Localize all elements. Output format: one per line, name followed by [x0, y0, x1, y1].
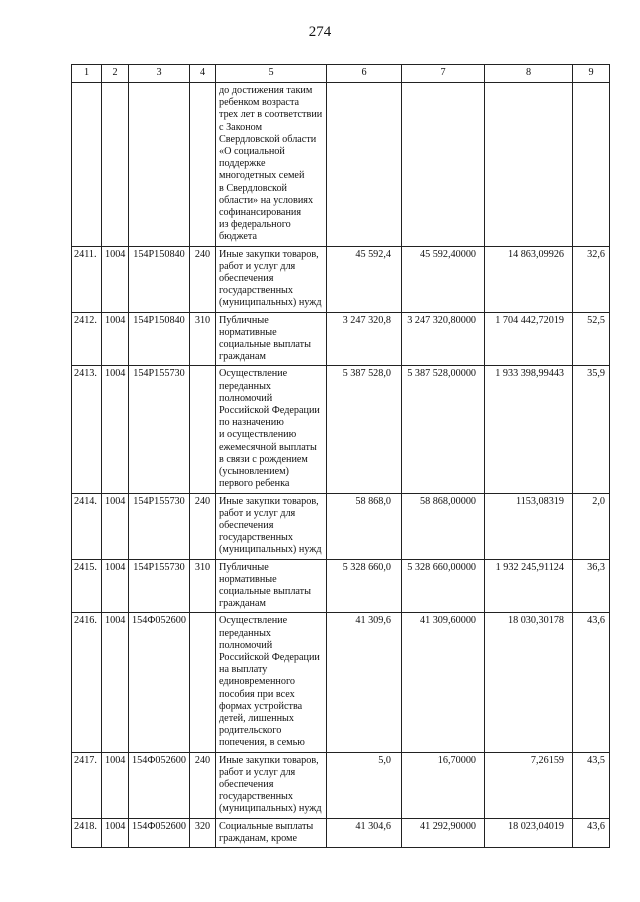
row-number: 2411. [72, 246, 102, 312]
approved-amount: 5 387 528,00000 [402, 366, 485, 493]
section-code: 1004 [102, 818, 129, 847]
execution-percent: 43,6 [573, 818, 610, 847]
executed-amount: 1 932 245,91124 [485, 559, 573, 613]
table-row [72, 559, 610, 613]
expense-type-code [190, 613, 216, 752]
row-number: 2418. [72, 818, 102, 847]
table-row [72, 366, 610, 493]
budget-table [71, 64, 610, 848]
table-row [72, 493, 610, 559]
item-description: Иные закупки товаров, работ и услуг для обеспечения государственных (муниципальных) нужд [216, 493, 327, 559]
target-article-code: 154P150840 [129, 312, 190, 366]
executed-amount: 1 933 398,99443 [485, 366, 573, 493]
planned-amount: 45 592,4 [327, 246, 402, 312]
header-cell: 8 [485, 65, 573, 83]
row-number: 2412. [72, 312, 102, 366]
executed-amount: 7,26159 [485, 752, 573, 818]
executed-amount: 18 030,30178 [485, 613, 573, 752]
executed-amount: 18 023,04019 [485, 818, 573, 847]
table-row [72, 83, 610, 247]
planned-amount: 5 328 660,0 [327, 559, 402, 613]
target-article-code: 154P155730 [129, 366, 190, 493]
section-code [102, 83, 129, 247]
planned-amount: 41 304,6 [327, 818, 402, 847]
row-number: 2415. [72, 559, 102, 613]
table-row [72, 613, 610, 752]
executed-amount: 1 704 442,72019 [485, 312, 573, 366]
planned-amount: 5,0 [327, 752, 402, 818]
target-article-code [129, 83, 190, 247]
expense-type-code: 310 [190, 559, 216, 613]
section-code: 1004 [102, 312, 129, 366]
target-article-code: 154P155730 [129, 559, 190, 613]
expense-type-code [190, 366, 216, 493]
row-number: 2417. [72, 752, 102, 818]
section-code: 1004 [102, 366, 129, 493]
approved-amount: 41 309,60000 [402, 613, 485, 752]
execution-percent: 43,5 [573, 752, 610, 818]
execution-percent: 52,5 [573, 312, 610, 366]
header-cell: 4 [190, 65, 216, 83]
table-row [72, 246, 610, 312]
header-cell: 6 [327, 65, 402, 83]
header-cell: 2 [102, 65, 129, 83]
approved-amount: 45 592,40000 [402, 246, 485, 312]
target-article-code: 154P150840 [129, 246, 190, 312]
expense-type-code [190, 83, 216, 247]
executed-amount: 1153,08319 [485, 493, 573, 559]
target-article-code: 154Ф052600 [129, 613, 190, 752]
expense-type-code: 240 [190, 493, 216, 559]
target-article-code: 154Ф052600 [129, 818, 190, 847]
item-description: Публичные нормативные социальные выплаты гражданам [216, 559, 327, 613]
planned-amount: 41 309,6 [327, 613, 402, 752]
section-code: 1004 [102, 559, 129, 613]
execution-percent: 35,9 [573, 366, 610, 493]
table-row [72, 312, 610, 366]
executed-amount [485, 83, 573, 247]
approved-amount: 5 328 660,00000 [402, 559, 485, 613]
approved-amount: 3 247 320,80000 [402, 312, 485, 366]
approved-amount: 58 868,00000 [402, 493, 485, 559]
planned-amount: 58 868,0 [327, 493, 402, 559]
item-description: Публичные нормативные социальные выплаты гражданам [216, 312, 327, 366]
section-code: 1004 [102, 752, 129, 818]
header-cell: 3 [129, 65, 190, 83]
expense-type-code: 320 [190, 818, 216, 847]
item-description: Социальные выплаты гражданам, кроме [216, 818, 327, 847]
approved-amount [402, 83, 485, 247]
table-row [72, 818, 610, 847]
target-article-code: 154P155730 [129, 493, 190, 559]
target-article-code: 154Ф052600 [129, 752, 190, 818]
page-number: 274 [308, 24, 332, 40]
item-description: Осуществление переданных полномочий Российской Федерации по назначению и осуществлению ежемесячной выплаты в связи с рождением (усыновлением) первого ребенка [216, 366, 327, 493]
item-description: Иные закупки товаров, работ и услуг для обеспечения государственных (муниципальных) нужд [216, 246, 327, 312]
header-cell: 5 [216, 65, 327, 83]
planned-amount: 3 247 320,8 [327, 312, 402, 366]
planned-amount [327, 83, 402, 247]
item-description: Иные закупки товаров, работ и услуг для обеспечения государственных (муниципальных) нужд [216, 752, 327, 818]
header-row [72, 65, 610, 83]
table-row [72, 752, 610, 818]
row-number: 2416. [72, 613, 102, 752]
header-cell: 1 [72, 65, 102, 83]
section-code: 1004 [102, 613, 129, 752]
approved-amount: 41 292,90000 [402, 818, 485, 847]
row-number [72, 83, 102, 247]
execution-percent [573, 83, 610, 247]
header-cell: 9 [573, 65, 610, 83]
expense-type-code: 310 [190, 312, 216, 366]
row-number: 2414. [72, 493, 102, 559]
execution-percent: 43,6 [573, 613, 610, 752]
item-description: Осуществление переданных полномочий Российской Федерации на выплату единовременного пособия при всех формах устройства детей, лишенных родительского попечения, в семью [216, 613, 327, 752]
section-code: 1004 [102, 493, 129, 559]
item-description: до достижения таким ребенком возраста трех лет в соответствии с Законом Свердловской области «О социальной поддержке многодетных семей в Свердловской области» на условиях софинансирования из федерального бюджета [216, 83, 327, 247]
expense-type-code: 240 [190, 246, 216, 312]
execution-percent: 32,6 [573, 246, 610, 312]
approved-amount: 16,70000 [402, 752, 485, 818]
expense-type-code: 240 [190, 752, 216, 818]
planned-amount: 5 387 528,0 [327, 366, 402, 493]
executed-amount: 14 863,09926 [485, 246, 573, 312]
execution-percent: 36,3 [573, 559, 610, 613]
header-cell: 7 [402, 65, 485, 83]
execution-percent: 2,0 [573, 493, 610, 559]
section-code: 1004 [102, 246, 129, 312]
row-number: 2413. [72, 366, 102, 493]
